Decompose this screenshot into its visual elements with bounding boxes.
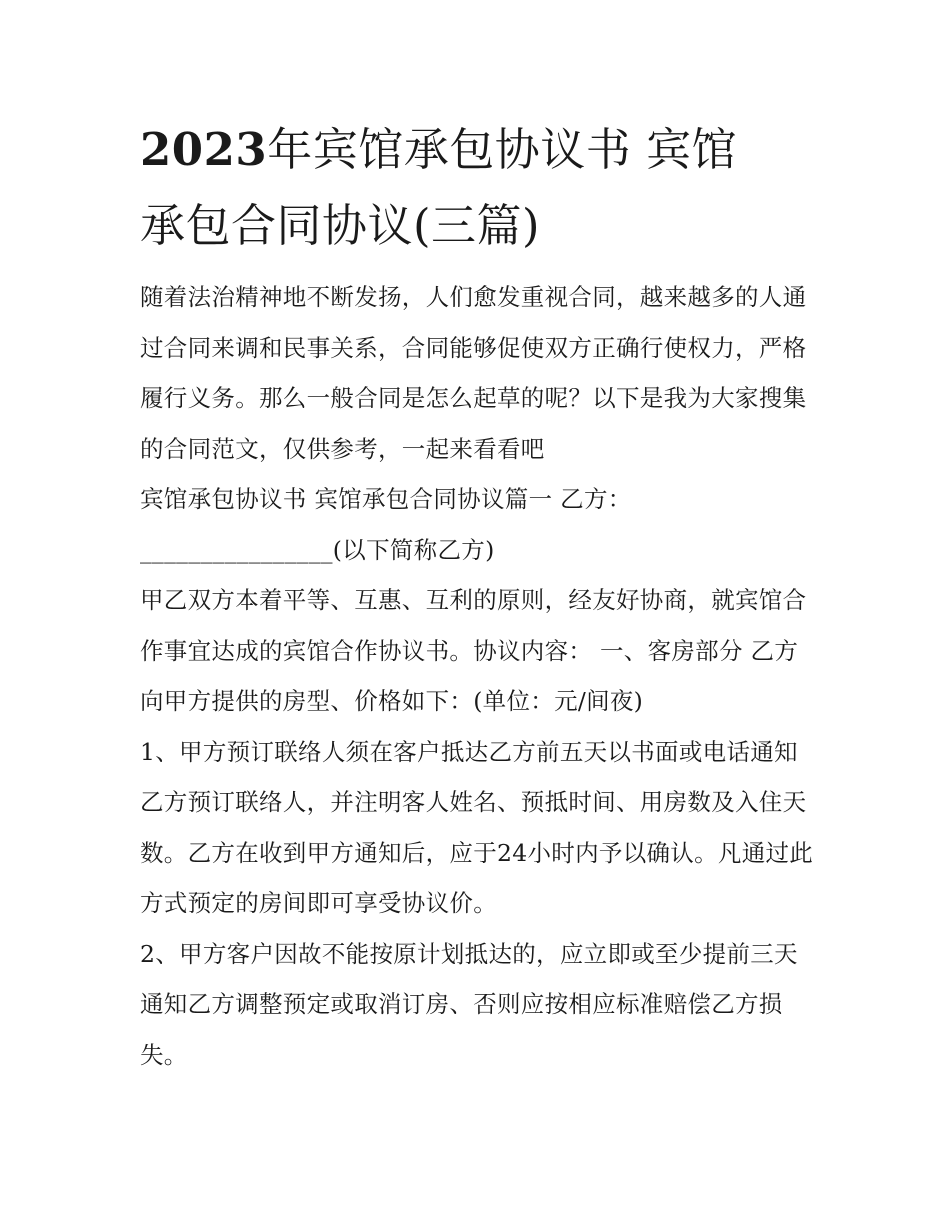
- intro-paragraph: 随着法治精神地不断发扬，人们愈发重视合同，越来越多的人通过合同来调和民事关系，合同能够促使双方正确行使权力，严格履行义务。那么一般合同是怎么起草的呢？以下是我为大家搜集的合同范文，仅供参考，一起来看看吧: [140, 283, 807, 463]
- title-rest: 年宾馆承包协议书 宾馆: [267, 123, 738, 176]
- clause-1: 1、甲方预订联络人须在客户抵达乙方前五天以书面或电话通知乙方预订联络人，并注明客人姓名、预抵时间、用房数及入住天数。乙方在收到甲方通知后，应于24小时内予以确认。凡通过此方式预定的房间即可享受协议价。: [140, 737, 814, 917]
- party-b-blank: ________________(以下简称乙方): [140, 535, 495, 564]
- clause-2: 2、甲方客户因故不能按原计划抵达的，应立即或至少提前三天通知乙方调整预定或取消订房、否则应按相应标准赔偿乙方损失。: [140, 939, 798, 1069]
- title-line-1: [140, 112, 820, 188]
- title-line-2: 承包合同协议(三篇): [140, 199, 541, 252]
- title-year: 2023: [140, 123, 268, 176]
- document-page: [140, 112, 820, 1080]
- agreement-paragraph: 甲乙双方本着平等、互惠、互利的原则，经友好协商，就宾馆合作事宜达成的宾馆合作协议书。协议内容： 一、客房部分 乙方向甲方提供的房型、价格如下：(单位：元/间夜): [140, 586, 807, 715]
- document-title: [140, 112, 820, 264]
- section-heading: 宾馆承包协议书 宾馆承包合同协议篇一 乙方：: [140, 485, 632, 513]
